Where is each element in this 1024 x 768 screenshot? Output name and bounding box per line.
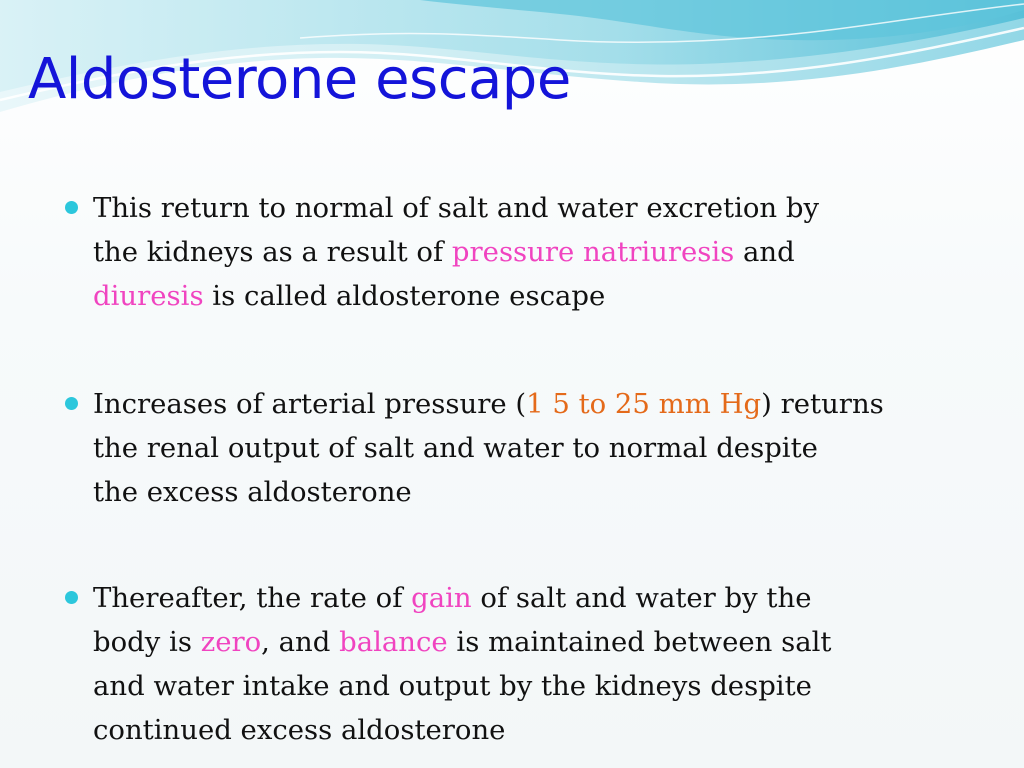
slide-title: Aldosterone escape	[28, 47, 571, 112]
text-run: Increases of arterial pressure (	[93, 388, 527, 420]
bullet-icon	[65, 201, 78, 214]
bullet-item	[93, 576, 973, 752]
text-run: the excess aldosterone	[93, 476, 412, 508]
text-run: is maintained between salt	[447, 626, 832, 658]
text-run: and water intake and output by the kidneys despite	[93, 670, 812, 702]
highlight-term: gain	[411, 582, 472, 614]
text-run: continued excess aldosterone	[93, 714, 506, 746]
text-run: and	[734, 236, 795, 268]
bullet-line	[93, 274, 973, 318]
bullet-line	[93, 382, 973, 426]
text-run: the renal output of salt and water to normal despite	[93, 432, 818, 464]
bullet-line	[93, 230, 973, 274]
text-run: ) returns	[761, 388, 884, 420]
text-run: This return to normal of salt and water excretion by	[93, 192, 820, 224]
bullet-line	[93, 426, 973, 470]
text-run: the kidneys as a result of	[93, 236, 452, 268]
bullet-line	[93, 620, 973, 664]
bullet-icon	[65, 591, 78, 604]
bullet-line	[93, 576, 973, 620]
text-run: of salt and water by the	[471, 582, 812, 614]
bullet-line	[93, 708, 973, 752]
highlight-term: zero	[200, 626, 262, 658]
bullet-line	[93, 186, 973, 230]
text-run: Thereafter, the rate of	[93, 582, 412, 614]
text-run: body is	[93, 626, 201, 658]
bullet-line	[93, 470, 973, 514]
bullet-icon	[65, 397, 78, 410]
bullet-line	[93, 664, 973, 708]
highlight-term: pressure natriuresis	[451, 236, 735, 268]
bullet-item	[93, 186, 973, 318]
text-run: is called aldosterone escape	[203, 280, 606, 312]
bullet-item	[93, 382, 973, 514]
highlight-value: 1 5 to 25 mm Hg	[526, 388, 762, 420]
highlight-term: diuresis	[93, 280, 204, 312]
text-run: , and	[261, 626, 340, 658]
highlight-term: balance	[339, 626, 448, 658]
